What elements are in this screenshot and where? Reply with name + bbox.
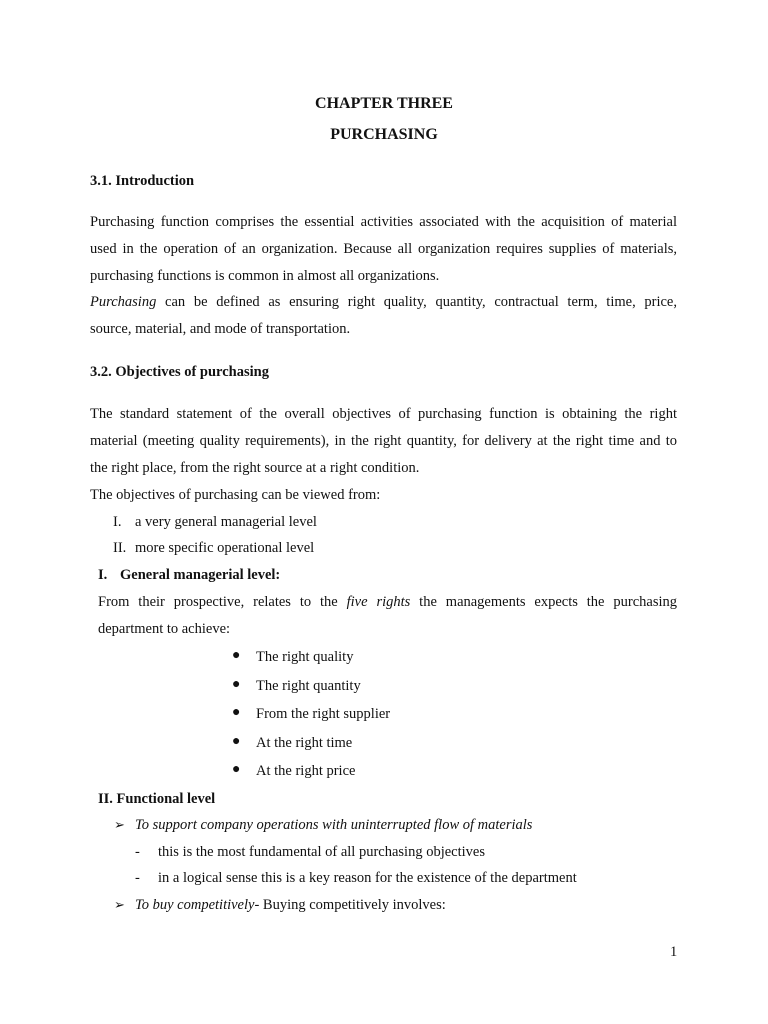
definition-line-2: source, material, and mode of transportation. xyxy=(90,321,351,337)
general-level-number: I. xyxy=(98,567,108,583)
bullet-item-5: At the right price xyxy=(256,763,356,779)
general-level-line-1: From their prospective, relates to the five rights the managements expects the purchasing xyxy=(98,594,677,610)
bullet-item-2: The right quantity xyxy=(256,678,361,694)
bullet-icon: ● xyxy=(232,762,241,777)
general-level-line-2: department to achieve: xyxy=(98,621,231,637)
section-heading-objectives: 3.2. Objectives of purchasing xyxy=(90,364,269,380)
bullet-icon: ● xyxy=(232,705,241,720)
bullet-icon: ● xyxy=(232,677,241,692)
level-item-text-1: a very general managerial level xyxy=(135,514,317,530)
level-item-number-2: II. xyxy=(113,540,127,556)
dash-bullet-icon: - xyxy=(135,844,140,860)
objectives-paragraph-line-3: the right place, from the right source at a right condition. xyxy=(90,460,420,476)
section-heading-introduction: 3.1. Introduction xyxy=(90,173,195,189)
definition-term: Purchasing xyxy=(90,294,157,310)
objectives-paragraph-line-1: The standard statement of the overall objectives of purchasing function is obtaining the right xyxy=(90,406,677,422)
bullet-icon: ● xyxy=(232,734,241,749)
arrow-bullet-icon: ➢ xyxy=(114,817,125,832)
objectives-viewed-from: The objectives of purchasing can be viewed from: xyxy=(90,487,381,503)
bullet-item-3: From the right supplier xyxy=(256,706,391,722)
page-number: 1 xyxy=(670,944,678,960)
level-item-number-1: I. xyxy=(113,514,122,530)
level-item-text-2: more specific operational level xyxy=(135,540,315,556)
functional-subitem-1: this is the most fundamental of all purchasing objectives xyxy=(158,844,485,860)
functional-item-1: To support company operations with uninterrupted flow of materials xyxy=(135,817,533,833)
five-rights-term: five rights xyxy=(346,594,411,610)
bullet-icon: ● xyxy=(232,648,241,663)
objectives-paragraph-line-2: material (meeting quality requirements), in the right quantity, for delivery at the right time and to xyxy=(90,433,677,449)
intro-paragraph-line-3: purchasing functions is common in almost all organizations. xyxy=(90,268,440,284)
chapter-title: PURCHASING xyxy=(330,126,438,143)
intro-paragraph-line-1: Purchasing function comprises the essential activities associated with the acquisition of material xyxy=(90,214,677,230)
dash-bullet-icon: - xyxy=(135,870,140,886)
arrow-bullet-icon: ➢ xyxy=(114,897,125,912)
intro-paragraph-line-2: used in the operation of an organization. Because all organization requires supplies of materials, xyxy=(90,241,677,257)
functional-subitem-2: in a logical sense this is a key reason for the existence of the department xyxy=(158,870,577,886)
functional-level-heading: II. Functional level xyxy=(98,791,216,807)
definition-text: can be defined as ensuring right quality, quantity, contractual term, time, price, xyxy=(156,294,677,310)
definition-line-1 xyxy=(90,293,677,311)
general-level-heading: General managerial level: xyxy=(120,567,281,583)
bullet-item-4: At the right time xyxy=(256,735,353,751)
bullet-item-1: The right quality xyxy=(256,649,354,665)
chapter-number: CHAPTER THREE xyxy=(315,95,453,112)
functional-item-2: To buy competitively- Buying competitively involves: xyxy=(135,897,446,913)
